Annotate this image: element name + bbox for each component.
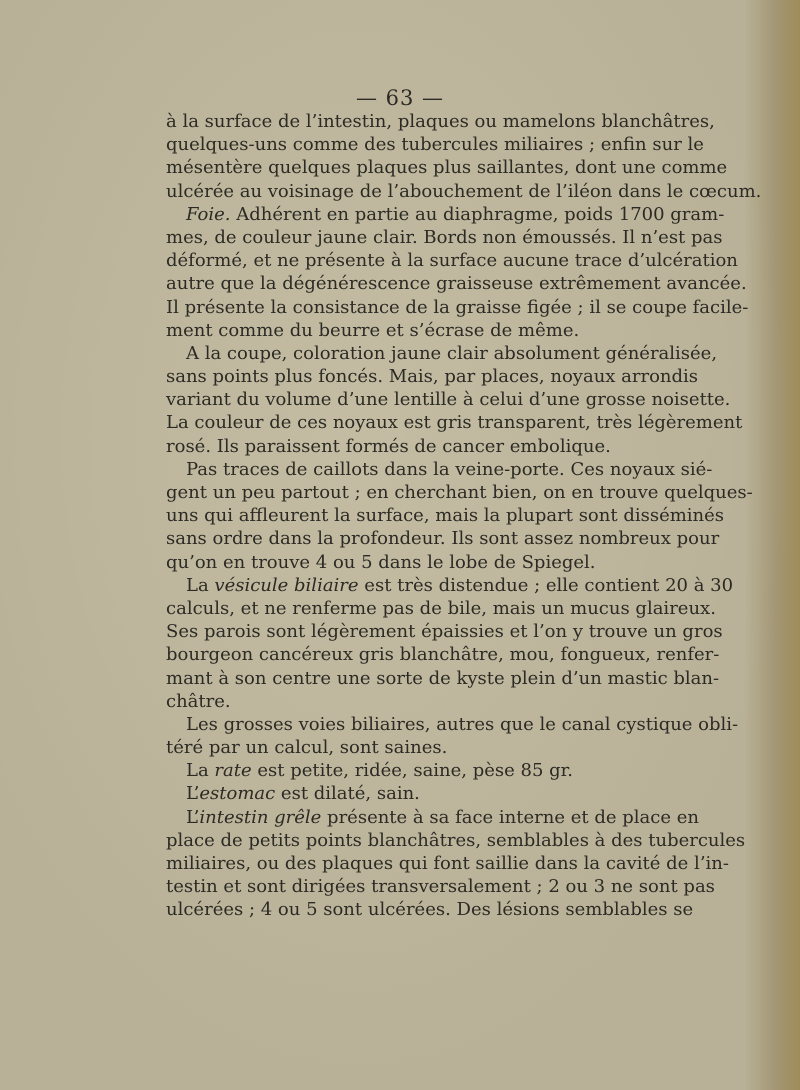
text-line: mant à son centre une sorte de kyste plein d’un mastic blan- xyxy=(166,667,720,689)
text-line: Les grosses voies biliaires, autres que le canal cystique obli- xyxy=(186,713,739,735)
text-line: à la surface de l’intestin, plaques ou mamelons blanchâtres, xyxy=(166,111,715,132)
text-line: calculs, et ne renferme pas de bile, mais un mucus glaireux. xyxy=(166,597,716,619)
text-line: La couleur de ces noyaux est gris transparent, très légèrement xyxy=(166,412,743,434)
text-line: quelques-uns comme des tubercules miliaires ; enfin sur le xyxy=(166,134,704,156)
text-line: A la coupe, coloration jaune clair absolument généralisée, xyxy=(186,342,718,364)
text-line: Pas traces de caillots dans la veine-porte. Ces noyaux sié- xyxy=(186,458,713,480)
text-line: Il présente la consistance de la graisse figée ; il se coupe facile- xyxy=(166,296,749,318)
text-line: gent un peu partout ; en cherchant bien, on en trouve quelques- xyxy=(166,482,753,503)
text-line: autre que la dégénérescence graisseuse extrêmement avancée. xyxy=(166,273,747,295)
term-rate: rate xyxy=(214,760,252,782)
heading-foie: Foie. xyxy=(186,203,231,225)
text-line: ulcérées ; 4 ou 5 sont ulcérées. Des lésions semblables se xyxy=(166,899,694,921)
text-line: téré par un calcul, sont saines. xyxy=(166,737,448,759)
term-vesicule-biliaire: vésicule biliaire xyxy=(214,574,359,596)
text-line: sans points plus foncés. Mais, par places, noyaux arrondis xyxy=(166,366,699,388)
text-line: variant du volume d’une lentille à celui d’une grosse noisette. xyxy=(166,389,731,411)
term-intestin-grele: intestin grêle xyxy=(199,806,322,828)
text-line: uns qui affleurent la surface, mais la plupart sont disséminés xyxy=(166,505,725,527)
text-line: châtre. xyxy=(166,690,231,712)
body-text xyxy=(166,110,762,922)
text-line-rate: La rate est petite, ridée, saine, pèse 85 gr. xyxy=(186,760,574,782)
text-line: mes, de couleur jaune clair. Bords non émoussés. Il n’est pas xyxy=(166,226,723,248)
text-line: mésentère quelques plaques plus saillantes, dont une comme xyxy=(166,157,728,179)
text-line: ment comme du beurre et s’écrase de même. xyxy=(166,319,580,341)
text-line-foie: Foie. Adhérent en partie au diaphragme, poids 1700 gram- xyxy=(186,203,725,225)
page-number: — 63 — xyxy=(355,86,445,110)
text-line: déformé, et ne présente à la surface aucune trace d’ulcération xyxy=(166,250,738,272)
text-line: place de petits points blanchâtres, semblables à des tubercules xyxy=(166,829,746,851)
text-line-intestin: L’intestin grêle présente à sa face interne et de place en xyxy=(186,806,699,828)
text-line: rosé. Ils paraissent formés de cancer embolique. xyxy=(166,435,611,457)
text-line-estomac: L’estomac est dilaté, sain. xyxy=(186,783,420,805)
text-line: miliaires, ou des plaques qui font saillie dans la cavité de l’in- xyxy=(166,853,729,874)
text-line: bourgeon cancéreux gris blanchâtre, mou, fongueux, renfer- xyxy=(166,644,720,666)
text-line: Ses parois sont légèrement épaissies et l’on y trouve un gros xyxy=(166,621,723,643)
text-line-vesicule: La vésicule biliaire est très distendue ; elle contient 20 à 30 xyxy=(186,574,734,596)
text-line: qu’on en trouve 4 ou 5 dans le lobe de Spiegel. xyxy=(166,551,596,573)
term-estomac: estomac xyxy=(199,783,276,805)
text-line: sans ordre dans la profondeur. Ils sont assez nombreux pour xyxy=(166,528,720,550)
text-line: ulcérée au voisinage de l’abouchement de l’iléon dans le cœcum. xyxy=(166,180,762,202)
text-line: testin et sont dirigées transversalement ; 2 ou 3 ne sont pas xyxy=(166,876,715,898)
